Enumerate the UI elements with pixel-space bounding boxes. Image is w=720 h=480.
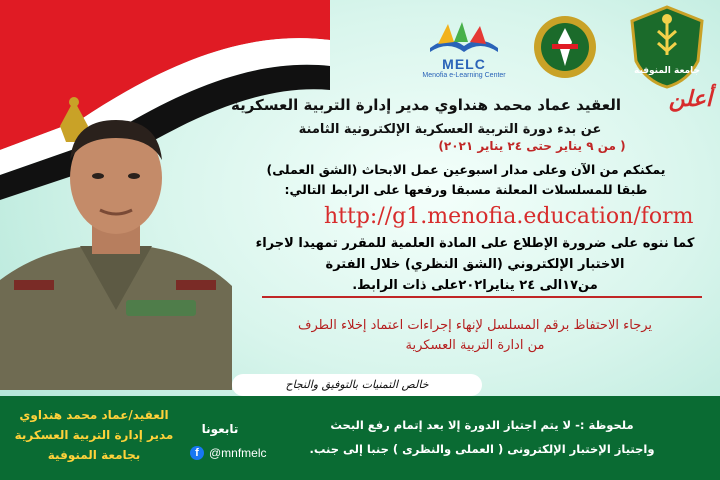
- book-icon: [424, 16, 504, 56]
- university-name: جامعة المنوفية: [634, 66, 700, 76]
- course-dates: ( من ٩ يناير حتى ٢٤ يناير ٢٠٢١): [438, 139, 626, 153]
- announce-word: أعلن: [668, 86, 712, 112]
- note-line-3: من١٧الى ٢٤ ينايرا٢٠٢على ذات الرابط.: [352, 278, 598, 293]
- keep-serial-line-1: يرجاء الاحتفاظ برقم المسلسل لإنهاء إجراءات اعتماد إخلاء الطرف: [297, 318, 653, 333]
- officer-photo: [0, 110, 232, 390]
- melc-title: MELC: [442, 55, 486, 72]
- menofia-university-logo: [622, 4, 712, 90]
- course-start: عن بدء دورة التربية العسكرية الإلكترونية الثامنة: [298, 122, 602, 137]
- note-line-1: كما ننوه على ضرورة الإطلاع على المادة العلمية للمقرر تمهيدا لاجراء: [255, 236, 695, 251]
- melc-logo: [414, 4, 514, 90]
- keep-serial-line-2: من ادارة التربية العسكرية: [405, 338, 545, 353]
- wishes-banner: خالص التمنيات بالتوفيق والنجاح: [232, 374, 482, 396]
- military-seal-icon: [532, 14, 598, 80]
- footer-note-line-2: واجتياز الإختبار الإلكترونى ( العملى والنظرى ) جنبا إلى جنب.: [309, 442, 655, 456]
- note-underline: [262, 296, 702, 298]
- form-link[interactable]: http://g1.menofia.education/form: [324, 204, 694, 229]
- university-shield-icon: [628, 5, 706, 89]
- facebook-handle: @mnfmelc: [209, 446, 267, 460]
- research-line-1: يمكنكم من الآن وعلى مدار اسبوعين عمل الابحاث (الشق العملى): [266, 162, 666, 177]
- officer-name-box: [0, 396, 188, 480]
- footer-note-line-1: ملحوظة :- لا يتم اجتياز الدورة إلا بعد إتمام رفع البحث: [330, 418, 634, 432]
- note-line-2: الاختبار الإلكتروني (الشق النظري) خلال الفترة: [325, 257, 625, 272]
- officer-position: مدير إدارة التربية العسكرية: [14, 428, 174, 442]
- melc-subtitle: Menofia e-Learning Center: [422, 71, 506, 79]
- officer-name: العقيد/عماد محمد هنداوي: [19, 408, 169, 422]
- research-line-2: طبقا للمسلسلات المعلنة مسبقا ورفعها على الرابط التالي:: [284, 182, 648, 197]
- colonel-title: العقيد عماد محمد هنداوي مدير إدارة التربية العسكرية: [231, 96, 621, 114]
- logos-row: [414, 4, 714, 90]
- facebook-icon: f: [190, 446, 204, 460]
- follow-us-label: تابعونا: [201, 422, 239, 436]
- military-education-logo: [522, 4, 608, 90]
- officer-university: بجامعة المنوفية: [47, 448, 141, 462]
